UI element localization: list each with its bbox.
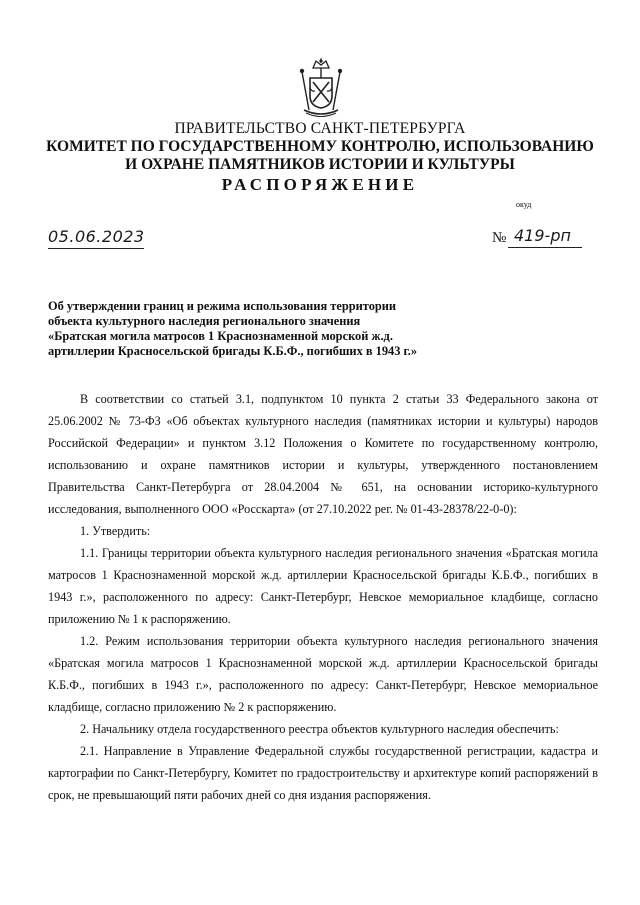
committee-line-1: КОМИТЕТ ПО ГОСУДАРСТВЕННОМУ КОНТРОЛЮ, ИСПОЛЬЗОВАНИЮ [46,138,594,155]
title-line: объекта культурного наследия регионального значения [48,314,361,328]
document-body [48,388,598,806]
title-line: Об утверждении границ и режима использования территории [48,299,397,313]
committee-name [0,138,640,174]
handwritten-date: 05.06.2023 [48,227,145,246]
paragraph-preamble: В соответствии со статьей 3.1, подпунктом 10 пункта 2 статьи 33 Федерального закона от 25.06.2002 № 73-ФЗ «Об объектах культурного наследия (памятниках истории и культуры) народов Российской Федерации» и пунктом 3.12 Положения о Комитете по государственному контролю, использованию и охране памятников истории и культуры, утвержденного постановлением Правительства Санкт-Петербурга от 28.04.2004 № 651, на основании историко-культурного исследования, выполненного ООО «Росскарта» (от 27.10.2022 рег. № 01-43-28378/22-0-0): [48,392,598,516]
number-field [492,226,587,248]
number-sign: № [492,230,507,246]
paragraph-2-1: 2.1. Направление в Управление Федеральной службы государственной регистрации, кадастра и картографии по Санкт-Петербургу, Комитет по градостроительству и архитектуре копий распоряжений в срок, не превышающий пяти рабочих дней со дня издания распоряжения. [48,744,598,802]
document-title [48,299,468,359]
paragraph-1-1: 1.1. Границы территории объекта культурного наследия регионального значения «Братская могила матросов 1 Краснознаменной морской ж.д. артиллерии Красносельской бригады К.Б.Ф., погибших в 1943 г.», расположенного по адресу: Санкт-Петербург, Невское мемориальное кладбище, согласно приложению № 1 к распоряжению. [48,546,598,626]
paragraph-1: 1. Утвердить: [80,524,151,538]
date-field [48,227,145,249]
paragraph-1-2: 1.2. Режим использования территории объекта культурного наследия регионального значения «Братская могила матросов 1 Краснознаменной морской ж.д. артиллерии Красносельской бригады К.Б.Ф., погибших в 1943 г.», расположенного по адресу: Санкт-Петербург, Невское мемориальное кладбище, согласно приложению № 2 к распоряжению. [48,634,598,714]
committee-line-2: И ОХРАНЕ ПАМЯТНИКОВ ИСТОРИИ И КУЛЬТУРЫ [125,156,515,173]
number-underline [508,247,582,248]
handwritten-number: 419-рп [514,226,571,245]
title-line: артиллерии Красносельской бригады К.Б.Ф., погибших в 1943 г.» [48,344,418,358]
document-type: РАСПОРЯЖЕНИЕ [221,175,419,194]
coat-of-arms-icon [296,58,346,120]
paragraph-2: 2. Начальнику отдела государственного реестра объектов культурного наследия обеспечить: [80,722,559,736]
title-line: «Братская могила матросов 1 Краснознаменной морской ж.д. [48,329,393,343]
okud-label: окуд [516,200,532,209]
government-name: ПРАВИТЕЛЬСТВО САНКТ-ПЕТЕРБУРГА [174,120,466,137]
